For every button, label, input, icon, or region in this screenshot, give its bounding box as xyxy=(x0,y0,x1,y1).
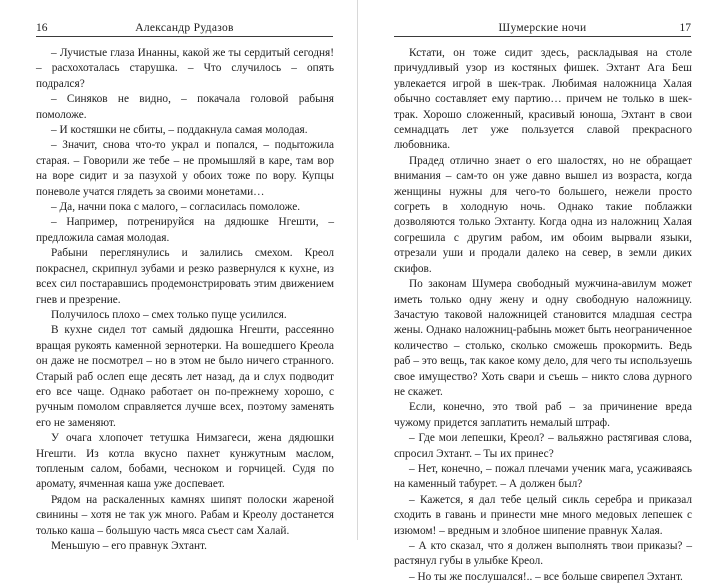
right-page-header xyxy=(394,20,691,37)
paragraph: – Где мои лепешки, Креол? – вальяжно растягивая слова, спросил Эхтант. – Ты их принес? xyxy=(394,432,692,460)
page-number: 17 xyxy=(679,22,691,34)
paragraph: – Синяков не видно, – покачала головой рабыня помоложе. xyxy=(36,93,334,121)
paragraph: Прадед отлично знает о его шалостях, но не обращает внимания – сам-то он уже давно вышел из возраста, когда женщины нужны для чего-то большего, нежели просто согреть в холодную ночь. Однако такие поблажки дозволяются только Эхтанту. Когда одна из наложниц Халая согрешила с другим рабом, им обоим вырвали языки, отрезали уши и продали далеко на север, в земли диких скифов. xyxy=(394,154,692,275)
paragraph: – Кажется, я дал тебе целый сикль серебра и приказал сходить в гавань и принести мне много медовых лепешек с изюмом! – вредным и злобное шипение правнук Халая. xyxy=(394,493,692,537)
paragraph: Получилось плохо – смех только пуще усилился. xyxy=(51,308,287,321)
paragraph: Если, конечно, это твой раб – за причинение вреда чужому придется заплатить немалый штраф. xyxy=(394,401,692,429)
paragraph: – Например, потренируйся на дядюшке Нгешти, – предложила самая молодая. xyxy=(36,216,334,244)
paragraph: – Значит, снова что-то украл и попался, – подытожила старая. – Говорили же тебе – не промышляй в каре, там вор на воре сидит и за пазухой у обоих тоже по вору. Купцы поневоле учатся глядеть за своими монетами… xyxy=(36,139,334,198)
paragraph: Рабыни переглянулись и залились смехом. Креол покраснел, скрипнул зубами и резко развернулся к кухне, из всех сил постаравшись продемонстрировать этим движением гнев и презрение. xyxy=(36,247,334,306)
paragraph: Кстати, он тоже сидит здесь, раскладывая на столе причудливый узор из костяных фишек. Эхтант Ага Беш увлекается игрой в шек-трак. Любимая наложница Халая обычно составляет ему партию… причем не только в шек-трак. Хорошо сложенный, красивый юноша, Эхтант в свои семнадцать лет уже пользуется славой прекрасного любовника. xyxy=(394,47,692,152)
paragraph: В кухне сидел тот самый дядюшка Нгешти, рассеянно вращая рукоять каменной зернотерки. На вошедшего Креола он даже не посмотрел – но в этом не было ничего странного. Старый раб ослеп еще десять лет назад, да и слух подводит его все чаще. Однако работает он по-прежнему хорошо, с ручным помолом справляется лучше всех, поэтому заменять его не заменяют. xyxy=(36,324,334,429)
page-number: 16 xyxy=(36,22,48,34)
paragraph: – Нет, конечно, – пожал плечами ученик мага, усаживаясь на каменный табурет. – А должен был? xyxy=(394,462,692,491)
running-head-author: Александр Рудазов xyxy=(135,22,234,34)
running-head-title: Шумерские ночи xyxy=(498,22,587,34)
paragraph: У очага хлопочет тетушка Нимзагеси, жена дядюшки Нгешти. Из котла вкусно пахнет кунжутным маслом, топленым салом, бобами, чесноком и горчицей. Судя по аромату, ячменная каша уже доспевает. xyxy=(36,432,334,491)
paragraph: – Лучистые глаза Инанны, какой же ты сердитый сегодня! – расхохоталась старушка. – Что случилось – опять подрался? xyxy=(36,47,334,90)
paragraph: Меньшую – его правнук Эхтант. xyxy=(51,540,207,552)
paragraph: – Но ты же послушался!.. – все больше свирепел Эхтант. xyxy=(409,570,683,583)
paragraph: Рядом на раскаленных камнях шипят полоски жареной свинины – хотя не так уж много. Рабам и Креолу достанется только каша – большую часть мяса съест сам Халай. xyxy=(36,493,334,537)
paragraph: – И костяшки не сбиты, – поддакнула самая молодая. xyxy=(51,124,308,137)
paragraph: По законам Шумера свободный мужчина-авилум может иметь только одну жену и одну свободную наложницу. Зачастую таковой наложницей становится младшая сестра жены. Однако наложниц-рабынь может быть неограниченное количество – столько, сколько сможешь прокормить. Ведь раб – это вещь, так какое кому дело, для чего ты используешь свое имущество? Хоть свари и съешь – никто слова дурного не скажет. xyxy=(394,278,692,398)
right-page xyxy=(358,0,715,583)
paragraph: – Да, начни пока с малого, – согласилась помоложе. xyxy=(51,201,301,214)
paragraph: – А кто сказал, что я должен выполнять твои приказы? – растянул губы в улыбке Креол. xyxy=(394,540,692,568)
right-page-text xyxy=(394,46,692,585)
left-page xyxy=(0,0,357,552)
left-page-header xyxy=(36,20,333,37)
left-page-text xyxy=(36,46,334,554)
